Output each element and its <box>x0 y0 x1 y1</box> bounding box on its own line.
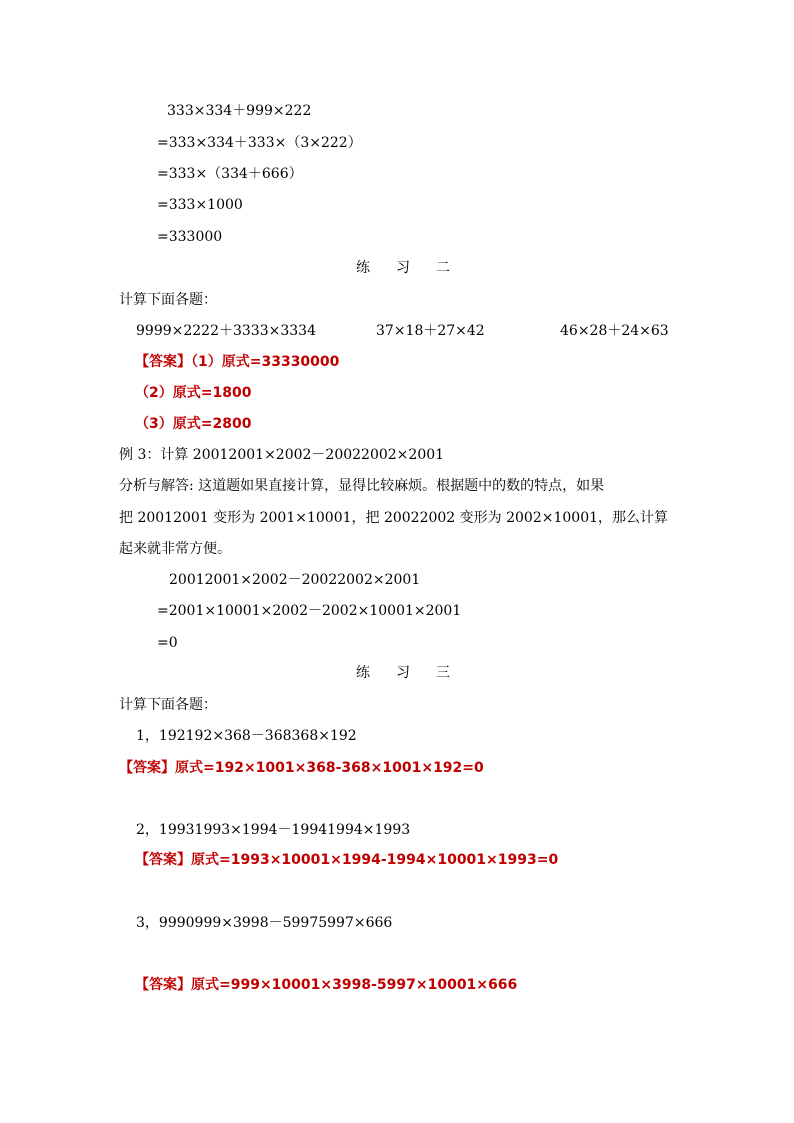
question: 2，19931993×1994－19941994×1993 <box>136 822 411 838</box>
calc-step: =333×（334＋666） <box>157 166 303 182</box>
analysis-line: 把 20012001 变形为 2001×10001，把 20022002 变形为 2002×10001，那么计算 <box>119 510 669 526</box>
analysis-line: 分析与解答: 这道题如果直接计算，显得比较麻烦。根据题中的数的特点，如果 <box>119 478 605 494</box>
calc-step: 333×334＋999×222 <box>167 103 312 119</box>
instruction: 计算下面各题： <box>119 292 217 308</box>
problem: 46×28＋24×63 <box>560 323 669 339</box>
heading-char: 习 <box>396 260 410 276</box>
question: 1，192192×368－368368×192 <box>136 728 357 744</box>
section-heading <box>356 664 450 682</box>
instruction: 计算下面各题： <box>119 697 217 713</box>
heading-char: 二 <box>436 260 450 276</box>
question: 3，9990999×3998－59975997×666 <box>136 915 393 931</box>
heading-char: 练 <box>356 260 370 276</box>
calc-step: =0 <box>157 635 178 651</box>
calc-step: =333000 <box>157 229 223 245</box>
problem: 37×18＋27×42 <box>376 323 485 339</box>
calc-step: =333×1000 <box>157 197 243 213</box>
heading-char: 习 <box>396 665 410 681</box>
answer: （2）原式=1800 <box>135 385 252 401</box>
example-title: 例 3：计算 20012001×2002－20022002×2001 <box>119 447 445 463</box>
heading-char: 练 <box>356 665 370 681</box>
answer: 【答案】原式=192×1001×368-368×1001×192=0 <box>119 760 484 776</box>
answer: 【答案】原式=1993×10001×1994-1994×10001×1993=0 <box>135 852 559 868</box>
calc-step: 20012001×2002－20022002×2001 <box>169 572 421 588</box>
calc-step: =333×334＋333×（3×222） <box>157 135 362 151</box>
answer: （3）原式=2800 <box>135 416 252 432</box>
calc-step: =2001×10001×2002－2002×10001×2001 <box>157 603 462 619</box>
heading-char: 三 <box>436 665 450 681</box>
answer: 【答案】原式=999×10001×3998-5997×10001×666 <box>135 977 518 993</box>
analysis-line: 起来就非常方便。 <box>119 541 231 557</box>
answer: 【答案】（1）原式=33330000 <box>135 354 340 370</box>
section-heading <box>356 259 450 277</box>
problem: 9999×2222＋3333×3334 <box>136 323 316 339</box>
